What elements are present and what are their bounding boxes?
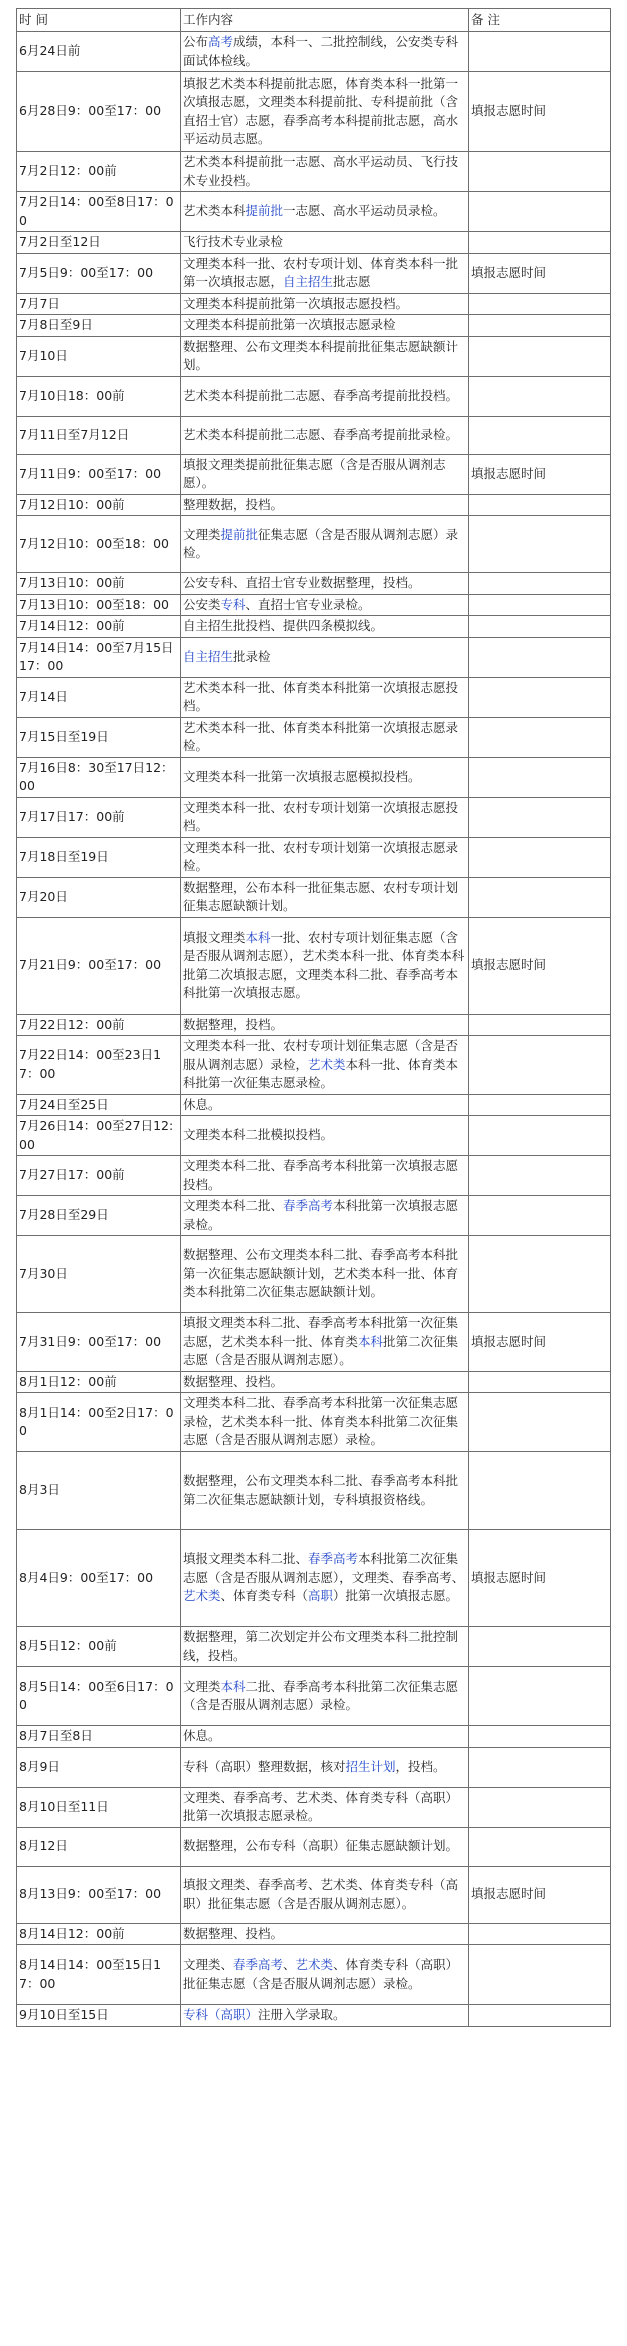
table-row bbox=[17, 315, 611, 337]
table-row bbox=[17, 1236, 611, 1313]
work-text: 填报文理类本科二批、 bbox=[183, 1551, 309, 1567]
work-text: ）批第一次填报志愿。 bbox=[333, 1588, 459, 1604]
work-text: 注册入学录取。 bbox=[258, 2007, 346, 2022]
keyword-link[interactable]: 艺术类 bbox=[308, 1056, 346, 1072]
time-cell: 7月12日10：00至18：00 bbox=[17, 516, 181, 573]
work-text: 批第二次征集志愿（含是否服从调剂志愿）。 bbox=[183, 1333, 459, 1367]
work-text: 填报艺术类本科提前批志愿，体育类本科一批第一次填报志愿，文理类本科提前批、专科提前批（含直招士官）志愿，春季高考本科提前批志愿，高水平运动员志愿。 bbox=[183, 75, 459, 146]
note-cell: 填报志愿时间 bbox=[469, 253, 611, 293]
work-cell bbox=[181, 1530, 469, 1627]
table-row bbox=[17, 837, 611, 877]
time-cell: 7月26日14：00至27日12:00 bbox=[17, 1116, 181, 1156]
table-row bbox=[17, 1094, 611, 1116]
table-row bbox=[17, 293, 611, 315]
work-cell bbox=[181, 152, 469, 192]
work-text: 文理类本科二批、春季高考本科批第一次填报志愿投档。 bbox=[183, 1158, 459, 1192]
work-text: 、体育类专科（高职）批征集志愿（含是否服从调剂志愿）录检。 bbox=[183, 1957, 459, 1991]
keyword-link[interactable]: 招生计划 bbox=[345, 1758, 396, 1774]
table-row bbox=[17, 516, 611, 573]
time-cell: 7月14日 bbox=[17, 677, 181, 717]
time-cell: 7月20日 bbox=[17, 877, 181, 917]
keyword-link[interactable]: 自主招生 bbox=[183, 648, 234, 664]
time-cell: 8月14日14：00至15日17：00 bbox=[17, 1945, 181, 2005]
work-text: 文理类本科二批模拟投档。 bbox=[183, 1127, 334, 1143]
table-row bbox=[17, 1116, 611, 1156]
keyword-link[interactable]: 本科 bbox=[358, 1333, 384, 1349]
work-text: ，投档。 bbox=[395, 1758, 446, 1774]
work-cell bbox=[181, 315, 469, 337]
work-text: 、体育类专科（ bbox=[220, 1588, 309, 1604]
schedule-table bbox=[16, 8, 611, 2027]
work-cell bbox=[181, 1094, 469, 1116]
work-text: 数据整理、公布文理类本科提前批征集志愿缺额计划。 bbox=[183, 338, 459, 372]
time-cell: 7月21日9：00至17：00 bbox=[17, 917, 181, 1014]
time-cell: 7月7日 bbox=[17, 293, 181, 315]
work-text: 本科批第二次征集志愿（含是否服从调剂志愿），文理类、春季高考、 bbox=[183, 1551, 465, 1585]
time-cell: 8月4日9：00至17：00 bbox=[17, 1530, 181, 1627]
time-cell: 6月24日前 bbox=[17, 32, 181, 72]
work-text: 批录检 bbox=[233, 648, 271, 664]
table-row bbox=[17, 1196, 611, 1236]
note-cell bbox=[469, 232, 611, 254]
work-text: 本科批第一次填报志愿录检。 bbox=[183, 1198, 459, 1232]
work-text: 艺术类本科 bbox=[183, 203, 246, 219]
work-cell bbox=[181, 1747, 469, 1787]
work-cell bbox=[181, 253, 469, 293]
note-cell bbox=[469, 336, 611, 376]
time-cell: 8月1日14：00至2日17：00 bbox=[17, 1393, 181, 1452]
work-cell bbox=[181, 376, 469, 416]
work-text: 整理数据，投档。 bbox=[183, 496, 284, 512]
table-row bbox=[17, 1452, 611, 1530]
note-cell bbox=[469, 677, 611, 717]
table-row bbox=[17, 594, 611, 616]
work-cell bbox=[181, 2005, 469, 2027]
note-cell: 填报志愿时间 bbox=[469, 917, 611, 1014]
work-text: 飞行技术专业录检 bbox=[183, 234, 284, 249]
work-text: 一志愿、高水平运动员录检。 bbox=[283, 203, 446, 219]
note-cell: 填报志愿时间 bbox=[469, 72, 611, 152]
note-cell bbox=[469, 1094, 611, 1116]
keyword-link[interactable]: 春季高考 bbox=[283, 1198, 334, 1213]
time-cell: 7月11日9：00至17：00 bbox=[17, 454, 181, 494]
work-cell bbox=[181, 1866, 469, 1923]
work-text: 数据整理，投档。 bbox=[183, 1016, 284, 1032]
time-cell: 8月13日9：00至17：00 bbox=[17, 1866, 181, 1923]
time-cell: 7月10日 bbox=[17, 336, 181, 376]
time-cell: 7月2日12：00前 bbox=[17, 152, 181, 192]
keyword-link[interactable]: 本科 bbox=[220, 1678, 246, 1694]
work-cell bbox=[181, 757, 469, 797]
table-row bbox=[17, 1393, 611, 1452]
work-cell bbox=[181, 336, 469, 376]
time-cell: 7月11日至7月12日 bbox=[17, 416, 181, 454]
table-row bbox=[17, 1726, 611, 1748]
work-cell bbox=[181, 1827, 469, 1866]
note-cell bbox=[469, 516, 611, 573]
keyword-link[interactable]: 春季高考 bbox=[233, 1957, 284, 1972]
keyword-link[interactable]: 提前批 bbox=[220, 526, 259, 542]
work-cell bbox=[181, 917, 469, 1014]
work-cell bbox=[181, 32, 469, 72]
note-cell bbox=[469, 152, 611, 192]
note-cell bbox=[469, 1371, 611, 1393]
table-row bbox=[17, 1371, 611, 1393]
time-cell: 8月5日14：00至6日17：00 bbox=[17, 1667, 181, 1726]
note-cell bbox=[469, 1627, 611, 1667]
work-cell bbox=[181, 1156, 469, 1196]
work-text: 数据整理，公布专科（高职）征集志愿缺额计划。 bbox=[183, 1838, 459, 1854]
work-cell bbox=[181, 1726, 469, 1748]
note-cell: 填报志愿时间 bbox=[469, 1530, 611, 1627]
note-cell bbox=[469, 573, 611, 595]
table-row bbox=[17, 192, 611, 232]
work-text: 文理类本科提前批第一次填报志愿录检 bbox=[183, 317, 396, 332]
note-cell bbox=[469, 837, 611, 877]
keyword-link[interactable]: 春季高考 bbox=[308, 1551, 359, 1567]
table-row bbox=[17, 573, 611, 595]
time-cell: 7月28日至29日 bbox=[17, 1196, 181, 1236]
work-text: 填报文理类提前批征集志愿（含是否服从调剂志愿）。 bbox=[183, 456, 446, 490]
note-cell: 填报志愿时间 bbox=[469, 1866, 611, 1923]
work-text: 文理类本科二批、 bbox=[183, 1198, 284, 1213]
note-cell bbox=[469, 594, 611, 616]
note-cell: 填报志愿时间 bbox=[469, 454, 611, 494]
keyword-link[interactable]: 专科（高职） bbox=[183, 2007, 259, 2022]
note-cell bbox=[469, 416, 611, 454]
note-cell bbox=[469, 797, 611, 837]
work-cell bbox=[181, 1923, 469, 1945]
time-cell: 8月5日12：00前 bbox=[17, 1627, 181, 1667]
note-cell bbox=[469, 1945, 611, 2005]
note-cell bbox=[469, 1393, 611, 1452]
time-cell: 7月24日至25日 bbox=[17, 1094, 181, 1116]
work-cell bbox=[181, 1452, 469, 1530]
table-row bbox=[17, 1313, 611, 1372]
time-cell: 7月14日12：00前 bbox=[17, 616, 181, 638]
work-text: 文理类本科一批、农村专项计划征集志愿（含是否服从调剂志愿）录检， bbox=[183, 1038, 459, 1072]
time-cell: 8月7日至8日 bbox=[17, 1726, 181, 1748]
header-time: 时 间 bbox=[17, 9, 181, 32]
work-text: 填报文理类本科二批、春季高考本科批第一次征集志愿，艺术类本科一批、体育类 bbox=[183, 1315, 459, 1349]
work-text: 文理类本科二批、春季高考本科批第一次征集志愿录检，艺术类本科一批、体育类本科批第二次征集志愿（含是否服从调剂志愿）录检。 bbox=[183, 1395, 459, 1448]
work-text: 填报文理类、春季高考、艺术类、体育类专科（高职）批征集志愿（含是否服从调剂志愿）。 bbox=[183, 1877, 459, 1911]
time-cell: 7月22日14：00至23日17：00 bbox=[17, 1036, 181, 1095]
work-text: 文理类本科一批、农村专项计划第一次填报志愿投档。 bbox=[183, 799, 459, 833]
note-cell bbox=[469, 1036, 611, 1095]
time-cell: 8月10日至11日 bbox=[17, 1787, 181, 1827]
time-cell: 7月16日8：30至17日12：00 bbox=[17, 757, 181, 797]
table-row bbox=[17, 416, 611, 454]
work-text: 文理类本科一批、农村专项计划第一次填报志愿录检。 bbox=[183, 839, 459, 873]
table-row bbox=[17, 1787, 611, 1827]
table-row bbox=[17, 1747, 611, 1787]
work-text: 公安类 bbox=[183, 596, 221, 612]
work-cell bbox=[181, 1627, 469, 1667]
work-cell bbox=[181, 1393, 469, 1452]
work-text: 艺术类本科提前批二志愿、春季高考提前批投档。 bbox=[183, 387, 459, 403]
table-row bbox=[17, 1014, 611, 1036]
work-text: 艺术类本科提前批一志愿、高水平运动员、飞行技术专业投档。 bbox=[183, 154, 459, 188]
table-row bbox=[17, 757, 611, 797]
work-text: 成绩，本科一、二批控制线，公安类专科面试体检线。 bbox=[183, 34, 459, 68]
work-text: 数据整理，公布本科一批征集志愿、农村专项计划征集志愿缺额计划。 bbox=[183, 879, 459, 913]
table-row bbox=[17, 232, 611, 254]
table-row bbox=[17, 1866, 611, 1923]
note-cell bbox=[469, 1196, 611, 1236]
work-text: 休息。 bbox=[183, 1728, 221, 1743]
time-cell: 9月10日至15日 bbox=[17, 2005, 181, 2027]
note-cell bbox=[469, 877, 611, 917]
work-cell bbox=[181, 293, 469, 315]
work-text: 、 bbox=[283, 1957, 296, 1972]
work-cell bbox=[181, 717, 469, 757]
work-cell bbox=[181, 1313, 469, 1372]
time-cell: 7月5日9：00至17：00 bbox=[17, 253, 181, 293]
work-cell bbox=[181, 616, 469, 638]
note-cell bbox=[469, 1236, 611, 1313]
table-row bbox=[17, 336, 611, 376]
work-text: 填报文理类 bbox=[183, 929, 246, 945]
time-cell: 8月14日12：00前 bbox=[17, 1923, 181, 1945]
work-cell bbox=[181, 594, 469, 616]
keyword-link[interactable]: 艺术类 bbox=[295, 1957, 334, 1972]
time-cell: 7月10日18：00前 bbox=[17, 376, 181, 416]
note-cell bbox=[469, 1116, 611, 1156]
time-cell: 7月15日至19日 bbox=[17, 717, 181, 757]
work-text: 数据整理、投档。 bbox=[183, 1373, 284, 1389]
note-cell bbox=[469, 1827, 611, 1866]
table-row bbox=[17, 1036, 611, 1095]
work-text: 文理类 bbox=[183, 1678, 221, 1694]
work-cell bbox=[181, 1036, 469, 1095]
keyword-link[interactable]: 专科 bbox=[220, 596, 246, 612]
note-cell bbox=[469, 1156, 611, 1196]
note-cell: 填报志愿时间 bbox=[469, 1313, 611, 1372]
work-cell bbox=[181, 516, 469, 573]
time-cell: 8月9日 bbox=[17, 1747, 181, 1787]
keyword-link[interactable]: 本科 bbox=[245, 929, 271, 945]
table-row bbox=[17, 1945, 611, 2005]
table-row bbox=[17, 72, 611, 152]
time-cell: 7月14日14：00至7月15日17：00 bbox=[17, 637, 181, 677]
work-text: 批志愿 bbox=[333, 274, 371, 289]
time-cell: 6月28日9：00至17：00 bbox=[17, 72, 181, 152]
work-cell bbox=[181, 72, 469, 152]
work-cell bbox=[181, 877, 469, 917]
work-cell bbox=[181, 573, 469, 595]
work-text: 文理类本科提前批第一次填报志愿投档。 bbox=[183, 295, 409, 311]
time-cell: 7月12日10：00前 bbox=[17, 494, 181, 516]
work-cell bbox=[181, 1236, 469, 1313]
work-text: 艺术类本科一批、体育类本科批第一次填报志愿投档。 bbox=[183, 679, 459, 713]
note-cell bbox=[469, 315, 611, 337]
note-cell bbox=[469, 1787, 611, 1827]
note-cell bbox=[469, 1452, 611, 1530]
work-cell bbox=[181, 797, 469, 837]
work-text: 文理类、 bbox=[183, 1957, 234, 1972]
table-row bbox=[17, 32, 611, 72]
keyword-link[interactable]: 提前批 bbox=[245, 203, 284, 219]
keyword-link[interactable]: 自主招生 bbox=[283, 274, 334, 289]
work-cell bbox=[181, 1196, 469, 1236]
table-row bbox=[17, 454, 611, 494]
work-cell bbox=[181, 192, 469, 232]
header-work: 工作内容 bbox=[181, 9, 469, 32]
table-row bbox=[17, 616, 611, 638]
work-cell bbox=[181, 1787, 469, 1827]
table-row bbox=[17, 917, 611, 1014]
time-cell: 8月3日 bbox=[17, 1452, 181, 1530]
table-row bbox=[17, 152, 611, 192]
table-row bbox=[17, 797, 611, 837]
table-row bbox=[17, 1530, 611, 1627]
table-row bbox=[17, 637, 611, 677]
work-text: 数据整理、公布文理类本科二批、春季高考本科批第一次征集志愿缺额计划，艺术类本科一批、体育类本科批第二次征集志愿缺额计划。 bbox=[183, 1247, 459, 1300]
work-cell bbox=[181, 637, 469, 677]
note-cell bbox=[469, 757, 611, 797]
note-cell bbox=[469, 1014, 611, 1036]
note-cell bbox=[469, 1923, 611, 1945]
work-text: 公安专科、直招士官专业数据整理，投档。 bbox=[183, 575, 421, 590]
work-text: 文理类本科一批第一次填报志愿模拟投档。 bbox=[183, 768, 421, 784]
note-cell bbox=[469, 2005, 611, 2027]
time-cell: 7月18日至19日 bbox=[17, 837, 181, 877]
note-cell bbox=[469, 192, 611, 232]
work-cell bbox=[181, 1667, 469, 1726]
note-cell bbox=[469, 1726, 611, 1748]
work-cell bbox=[181, 837, 469, 877]
table-row bbox=[17, 1667, 611, 1726]
table-row bbox=[17, 1923, 611, 1945]
note-cell bbox=[469, 32, 611, 72]
work-text: 文理类本科一批、农村专项计划、体育类本科一批第一次填报志愿， bbox=[183, 255, 459, 289]
work-text: 专科（高职）整理数据，核对 bbox=[183, 1758, 346, 1774]
keyword-link[interactable]: 艺术类 bbox=[183, 1588, 221, 1604]
work-text: 二批、春季高考本科批第二次征集志愿（含是否服从调剂志愿）录检。 bbox=[183, 1678, 459, 1712]
work-text: 数据整理、投档。 bbox=[183, 1925, 284, 1941]
time-cell: 7月31日9：00至17：00 bbox=[17, 1313, 181, 1372]
work-text: 艺术类本科一批、体育类本科批第一次填报志愿录检。 bbox=[183, 719, 459, 753]
time-cell: 7月17日17：00前 bbox=[17, 797, 181, 837]
work-text: 数据整理，公布文理类本科二批、春季高考本科批第二次征集志愿缺额计划，专科填报资格线。 bbox=[183, 1473, 459, 1507]
time-cell: 7月13日10：00前 bbox=[17, 573, 181, 595]
time-cell: 7月8日至9日 bbox=[17, 315, 181, 337]
work-cell bbox=[181, 1014, 469, 1036]
work-cell bbox=[181, 1945, 469, 2005]
table-row bbox=[17, 1156, 611, 1196]
work-cell bbox=[181, 1116, 469, 1156]
keyword-link[interactable]: 高考 bbox=[208, 34, 234, 49]
note-cell bbox=[469, 717, 611, 757]
work-text: 本科一批、体育类本科批第一次征集志愿录检。 bbox=[183, 1056, 459, 1090]
header-note: 备 注 bbox=[469, 9, 611, 32]
work-text: 休息。 bbox=[183, 1096, 221, 1112]
time-cell: 7月27日17：00前 bbox=[17, 1156, 181, 1196]
work-text: 征集志愿（含是否服从调剂志愿）录检。 bbox=[183, 526, 459, 560]
table-row bbox=[17, 253, 611, 293]
note-cell bbox=[469, 1667, 611, 1726]
note-cell bbox=[469, 637, 611, 677]
table-row bbox=[17, 2005, 611, 2027]
table-row bbox=[17, 376, 611, 416]
work-text: 艺术类本科提前批二志愿、春季高考提前批录检。 bbox=[183, 426, 459, 442]
time-cell: 7月2日至12日 bbox=[17, 232, 181, 254]
time-cell: 7月30日 bbox=[17, 1236, 181, 1313]
note-cell bbox=[469, 616, 611, 638]
time-cell: 8月1日12：00前 bbox=[17, 1371, 181, 1393]
work-text: 数据整理，第二次划定并公布文理类本科二批控制线，投档。 bbox=[183, 1629, 459, 1663]
table-row bbox=[17, 677, 611, 717]
table-row bbox=[17, 1827, 611, 1866]
time-cell: 8月12日 bbox=[17, 1827, 181, 1866]
table-row bbox=[17, 717, 611, 757]
work-cell bbox=[181, 454, 469, 494]
work-cell bbox=[181, 494, 469, 516]
work-text: 文理类、春季高考、艺术类、体育类专科（高职）批第一次填报志愿录检。 bbox=[183, 1789, 459, 1823]
time-cell: 7月13日10：00至18：00 bbox=[17, 594, 181, 616]
work-text: 文理类 bbox=[183, 526, 221, 542]
work-cell bbox=[181, 232, 469, 254]
header-row bbox=[17, 9, 611, 32]
work-text: 、直招士官专业录检。 bbox=[245, 596, 371, 612]
note-cell bbox=[469, 293, 611, 315]
work-text: 公布 bbox=[183, 34, 209, 49]
keyword-link[interactable]: 高职 bbox=[308, 1588, 334, 1604]
table-row bbox=[17, 494, 611, 516]
note-cell bbox=[469, 376, 611, 416]
work-cell bbox=[181, 1371, 469, 1393]
work-text: 一批、农村专项计划征集志愿（含是否服从调剂志愿），艺术类本科一批、体育类本科批第二次填报志愿，文理类本科二批、春季高考本科批第一次填报志愿。 bbox=[183, 929, 465, 1000]
table-row bbox=[17, 877, 611, 917]
time-cell: 7月22日12：00前 bbox=[17, 1014, 181, 1036]
time-cell: 7月2日14：00至8日17：00 bbox=[17, 192, 181, 232]
work-cell bbox=[181, 416, 469, 454]
work-cell bbox=[181, 677, 469, 717]
note-cell bbox=[469, 494, 611, 516]
work-text: 自主招生批投档、提供四条模拟线。 bbox=[183, 618, 384, 633]
table-row bbox=[17, 1627, 611, 1667]
note-cell bbox=[469, 1747, 611, 1787]
